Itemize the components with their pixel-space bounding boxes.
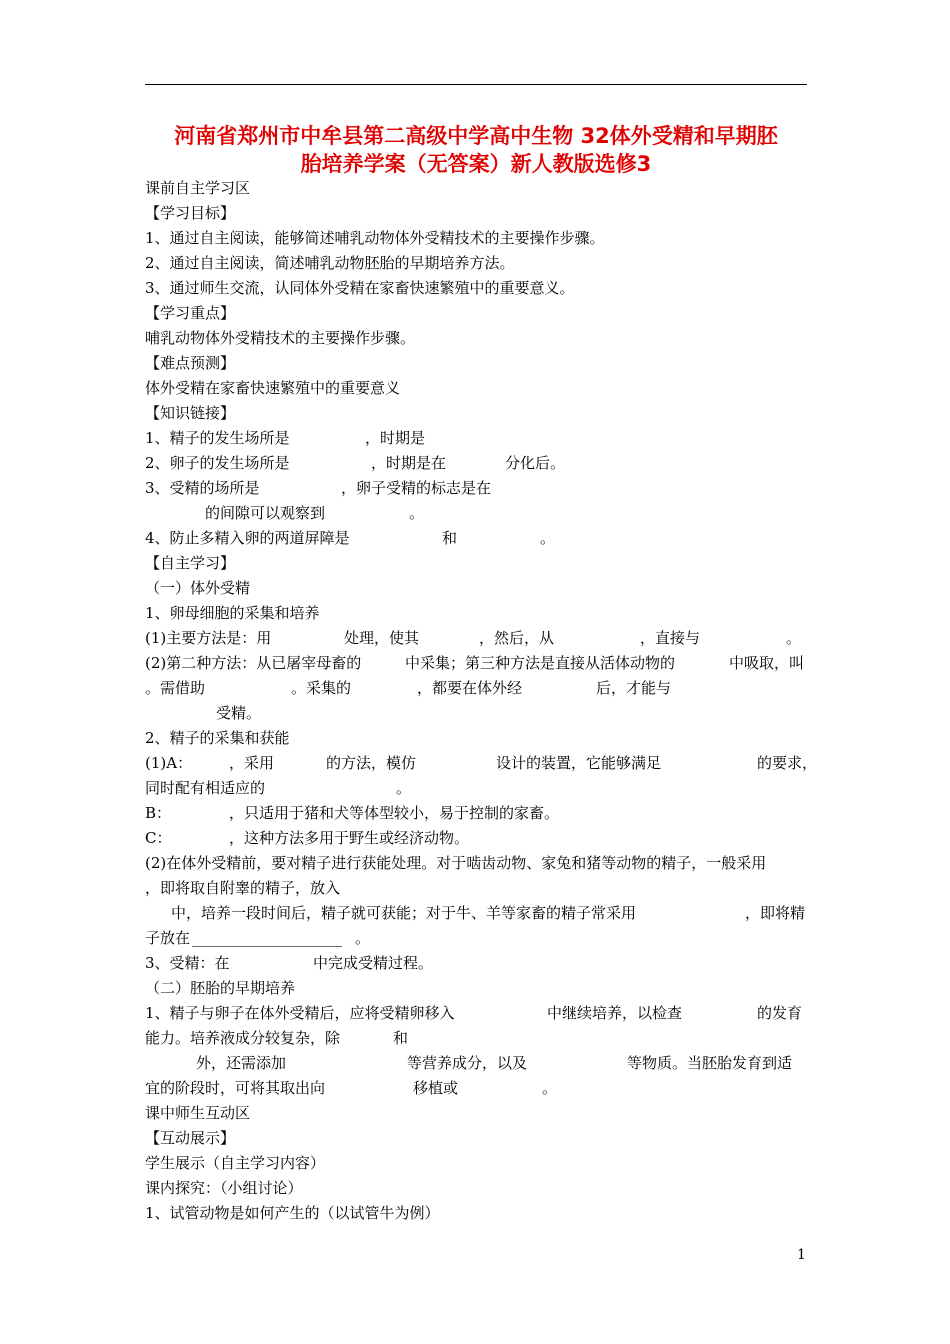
- text-segment: 等营养成分，以及: [407, 1054, 528, 1072]
- subsection-heading: 【学习重点】: [145, 304, 236, 322]
- text-segment: 移植或: [413, 1079, 459, 1097]
- text-segment: ，然后，从: [479, 629, 555, 647]
- text-segment: 和: [442, 529, 458, 547]
- subsection-heading: 【自主学习】: [145, 554, 236, 572]
- text-segment: 。: [542, 1079, 558, 1097]
- text-segment: ，只适用于猪和犬等体型较小，易于控制的家畜。: [229, 804, 560, 822]
- section-heading: 课前自主学习区: [145, 179, 251, 197]
- text-line: 2、通过自主阅读，简述哺乳动物胚胎的早期培养方法。: [145, 254, 515, 272]
- text-line: 1、卵母细胞的采集和培养: [145, 604, 320, 622]
- text-segment: 外，还需添加: [196, 1054, 287, 1072]
- text-segment: 3、受精：在: [145, 954, 230, 972]
- text-segment: 同时配有相适应的: [145, 779, 266, 797]
- text-segment: 2、卵子的发生场所是: [145, 454, 290, 472]
- text-line: 2、精子的采集和获能: [145, 729, 290, 747]
- text-line: （二）胚胎的早期培养: [145, 979, 296, 997]
- text-segment: 中，培养一段时间后，精子就可获能；对于牛、羊等家畜的精子常采用: [171, 904, 637, 922]
- text-segment: 的发育: [757, 1004, 803, 1022]
- text-line: （一）体外受精: [145, 579, 251, 597]
- text-segment: 3、受精的场所是: [145, 479, 260, 497]
- text-segment: (1)主要方法是：用: [145, 629, 272, 647]
- subsection-heading: 【互动展示】: [145, 1129, 236, 1147]
- text-segment: ，都要在体外经: [417, 679, 523, 697]
- text-segment: (1)A：: [145, 754, 193, 772]
- text-segment: 1、精子的发生场所是: [145, 429, 290, 447]
- text-segment: ，时期是: [365, 429, 426, 447]
- text-segment: 处理，使其: [344, 629, 420, 647]
- text-segment: 后，才能与: [596, 679, 672, 697]
- text-segment: 和: [393, 1029, 409, 1047]
- text-segment: ，时期是在: [371, 454, 447, 472]
- subsection-heading: 【学习目标】: [145, 204, 236, 222]
- text-segment: 受精。: [216, 704, 262, 722]
- text-line: (2)在体外受精前，要对精子进行获能处理。对于啮齿动物、家兔和猪等动物的精子，一般采用: [145, 854, 767, 872]
- text-line: 课内探究：（小组讨论）: [145, 1179, 303, 1197]
- text-segment: 。: [355, 929, 371, 947]
- text-line: 学生展示（自主学习内容）: [145, 1154, 326, 1172]
- text-segment: (2)第二种方法：从已屠宰母畜的: [145, 654, 362, 672]
- text-segment: ，即将精: [745, 904, 806, 922]
- text-segment: 中继续培养，以检查: [547, 1004, 683, 1022]
- text-segment: 中吸取，叫: [729, 654, 805, 672]
- text-segment: 等物质。当胚胎发育到适: [627, 1054, 793, 1072]
- text-segment: 分化后。: [505, 454, 566, 472]
- text-segment: 。: [786, 629, 802, 647]
- answer-blank: ____________________: [192, 929, 342, 947]
- text-line: 1、试管动物是如何产生的（以试管牛为例）: [145, 1204, 440, 1222]
- text-segment: 1、精子与卵子在体外受精后，应将受精卵移入: [145, 1004, 455, 1022]
- text-segment: 子放在: [145, 929, 191, 947]
- text-segment: ，采用: [229, 754, 275, 772]
- document-title-line-2: 胎培养学案（无答案）新人教版选修3: [300, 152, 652, 176]
- text-segment: ，这种方法多用于野生或经济动物。: [229, 829, 470, 847]
- text-segment: 宜的阶段时，可将其取出向: [145, 1079, 326, 1097]
- text-segment: 中完成受精过程。: [313, 954, 434, 972]
- text-segment: 的要求，: [757, 754, 818, 772]
- text-segment: 4、防止多精入卵的两道屏障是: [145, 529, 350, 547]
- text-segment: 的方法，模仿: [326, 754, 417, 772]
- document-title-line-1: 河南省郑州市中牟县第二高级中学高中生物 32体外受精和早期胚: [174, 124, 778, 148]
- text-segment: 。需借助: [145, 679, 206, 697]
- text-line: 哺乳动物体外受精技术的主要操作步骤。: [145, 329, 416, 347]
- text-segment: ，直接与: [640, 629, 701, 647]
- text-segment: 能力。培养液成分较复杂，除: [145, 1029, 341, 1047]
- text-segment: 中采集；第三种方法是直接从活体动物的: [405, 654, 676, 672]
- text-segment: 设计的装置，它能够满足: [496, 754, 662, 772]
- text-line: 1、通过自主阅读，能够简述哺乳动物体外受精技术的主要操作步骤。: [145, 229, 605, 247]
- section-heading: 课中师生互动区: [145, 1104, 251, 1122]
- subsection-heading: 【知识链接】: [145, 404, 236, 422]
- text-segment: 的间隙可以观察到: [205, 504, 326, 522]
- subsection-heading: 【难点预测】: [145, 354, 236, 372]
- text-segment: C：: [145, 829, 172, 847]
- text-segment: 。: [409, 504, 425, 522]
- header-rule: [145, 84, 807, 85]
- text-segment: 。: [396, 779, 412, 797]
- text-segment: B：: [145, 804, 172, 822]
- text-segment: 。: [540, 529, 556, 547]
- text-segment: 。采集的: [291, 679, 352, 697]
- text-line: 体外受精在家畜快速繁殖中的重要意义: [145, 379, 401, 397]
- text-line: 3、通过师生交流，认同体外受精在家畜快速繁殖中的重要意义。: [145, 279, 575, 297]
- text-segment: ，卵子受精的标志是在: [341, 479, 492, 497]
- page-number: 1: [797, 1247, 806, 1263]
- text-line: ，即将取自附睾的精子，放入: [145, 879, 341, 897]
